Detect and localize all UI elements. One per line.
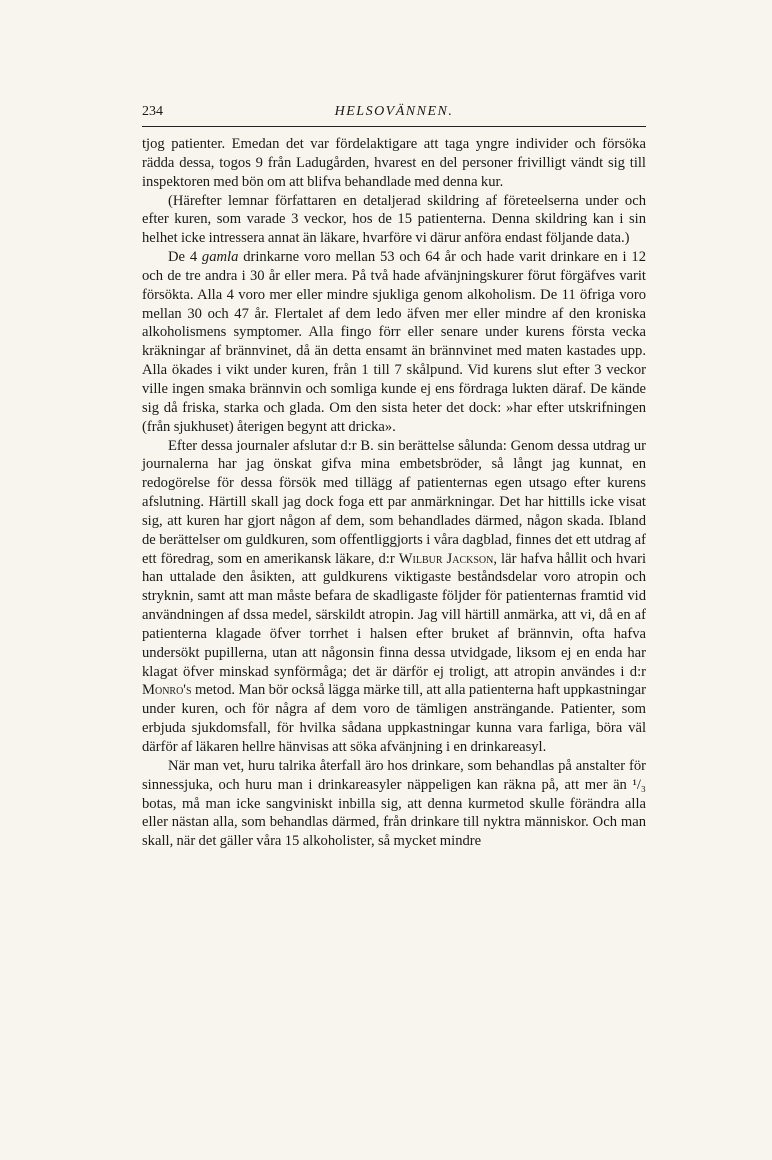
running-title: HELSOVÄNNEN. (334, 104, 454, 119)
p4-name-monro: Monro's (142, 682, 192, 699)
p4-text-c: metod. Man bör också lägga märke till, att alla patienterna haft uppkastningar under kuren, och för några af dem voro de tämligen ansträngande. Patienter, som erbjuda sjukdomsfall, för hvilka sådana uppkastningar kunna vara farliga, böra väl därför af läkaren hellre hänvisas att söka afvänjning i en drinkareasyl. (142, 682, 646, 755)
page-header (142, 104, 646, 124)
p5-fraction: ¹/₃ (632, 776, 646, 793)
paragraph-1: tjog patienter. Emedan det var fördelaktigare att taga yngre individer och försöka rädda dessa, togos 9 från Ladugården, hvarest en del personer frivilligt vändt sig till inspektoren med bön om att blifva behandlade med denna kur. (142, 136, 646, 190)
paragraph-5 (142, 757, 646, 851)
p4-name-wilbur-jackson: Wilbur Jackson (398, 550, 494, 567)
p3-text-b: drinkarne voro mellan 53 och 64 år och hade varit drinkare en i 12 och de tre andra i 30 år eller mera. På två hade afvänjningskurer förut förgäfves varit försökta. Alla 4 voro mer eller mindre sjukliga genom alkoholism. De 11 öfriga voro mellan 30 och 47 år. Flertalet af dem ledo äfven mer eller mindre af den kroniska alkoholismens symptomer. Alla fingo förr eller senare under kurens första vecka kräkningar af brännvinet, då än detta ensamt än brännvinet med maten kastades upp. Alla ökades i vikt under kuren, från 1 till 7 skålpund. Vid kurens slut efter 3 veckor ville ingen smaka brännvin och somliga kunde ej ens fördraga lukten däraf. De kände sig då friska, starka och glada. Om den sista heter det dock: »har efter utskrifningen (från sjukhuset) återigen begynt att dricka». (142, 249, 646, 435)
paragraph-2: (Härefter lemnar författaren en detaljerad skildring af företeelserna under och efter kuren, som varade 3 veckor, hos de 15 patienterna. Denna skildring kan i sin helhet icke intressera annat än läkare, hvarföre vi därur anföra endast följande data.) (142, 192, 646, 247)
paragraph-3 (142, 248, 646, 436)
p3-italic-word: gamla (201, 249, 239, 266)
p4-text-a: Efter dessa journaler afslutar d:r B. sin berättelse sålunda: Genom dessa utdrag ur journalerna har jag önskat gifva mina embetsbröder, så långt jag kunnat, en redogörelse för dessa försök med tillägg af patienternas egen utsago efter kurens afslutning. Härtill skall jag dock foga ett par anmärkningar. Det har hittills icke visat sig, att kuren har gjort någon af dem, som behandlades därmed, någon skada. Ibland de berättelser om guldkuren, som offentliggjorts i våra dagblad, finnes det ett utdrag af ett föredrag, som en amerikansk läkare, d:r (142, 437, 646, 567)
paragraph-4 (142, 437, 646, 757)
p5-text-b: botas, må man icke sangviniskt inbilla sig, att denna kurmetod skulle förändra alla eller nästan alla, som behandlas därmed, från drinkare till nyktra människor. Och man skall, när det gäller våra 15 alkoholister, så mycket mindre (142, 795, 646, 850)
p5-text-a: När man vet, huru talrika återfall äro hos drinkare, som behandlas på anstalter för sinnessjuka, och huru man i drinkareasyler näppeligen kan räkna på, att mer än (142, 757, 646, 793)
p4-text-b: , lär hafva hållit och hvari han uttalade den åsikten, att guldkurens viktigaste beståndsdelar voro atropin och stryknin, samt att man måste befara de skadligaste följder för patienternas framtid vid användningen af dssa medel, särskildt atropin. Jag vill härtill anmärka, att vi, då en af patienterna klagade öfver torrhet i halsen efter bruket af brännvin, ofta hafva undersökt pupillerna, utan att någonsin finna dessa utvidgade, liksom ej en enda har klagat öfver minskad synförmåga; det är därför ej troligt, att atropin användes i d:r (142, 550, 647, 680)
body-text (142, 135, 646, 851)
p3-text-a: De 4 (168, 249, 202, 266)
page-number: 234 (142, 104, 163, 119)
header-rule (142, 126, 646, 127)
